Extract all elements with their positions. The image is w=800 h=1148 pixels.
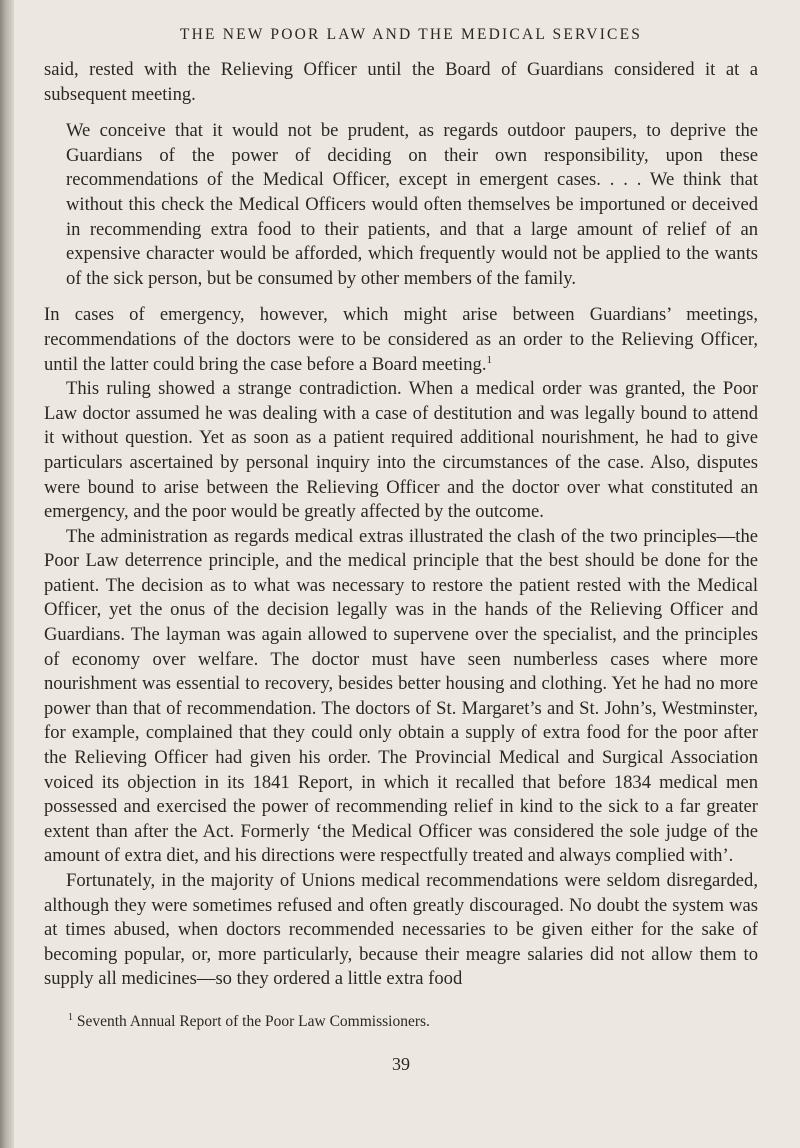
paragraph-1: said, rested with the Relieving Officer until the Board of Guardians considered it at a subsequent meeting. (44, 59, 758, 105)
paragraph-3: This ruling showed a strange contradiction. When a medical order was granted, the Poor Law doctor assumed he was dealing with a case of destitution and was legally bound to attend it without question. Yet as soon as a patient required additional nourishment, he had to give particulars ascertained by personal inquiry into the circumstances of the case. Also, disputes were bound to arise between the Relieving Officer and the doctor over what constituted an emergency, and the poor would be greatly affected by the outcome. (44, 378, 758, 523)
footnote-marker: 1 (68, 1011, 73, 1023)
running-head: THE NEW POOR LAW AND THE MEDICAL SERVICES (179, 26, 643, 43)
footnote (68, 1012, 758, 1032)
book-page (44, 26, 758, 1075)
paragraph-2-text: In cases of emergency, however, which might arise between Guardians’ meetings, recommendations of the doctors were to be considered as an order to the Relieving Officer, until the latter could bring the case before a Board meeting. (44, 304, 758, 375)
block-quote: We conceive that it would not be prudent, as regards outdoor paupers, to deprive the Guardians of the power of deciding on their own responsibility, upon these recommendations of the Medical Officer, except in emergent cases. . . . We think that without this check the Medical Officers would often themselves be importuned or deceived in recommending extra food to their patients, and that a large amount of relief of an expensive character would be afforded, which frequently would not be applied to the wants of the sick person, but be consumed by other members of the family. (66, 120, 758, 289)
footnote-text: Seventh Annual Report of the Poor Law Commissioners. (76, 1012, 430, 1030)
binding-edge (0, 0, 14, 1148)
page-number: 39 (392, 1053, 410, 1074)
paragraph-5: Fortunately, in the majority of Unions medical recommendations were seldom disregarded, although they were sometimes refused and often greatly discouraged. No doubt the system was at times abused, when doctors recommended necessaries to be given either for the sake of becoming popular, or, more particularly, because their meagre salaries did not allow them to supply all medicines—so they ordered a little extra food (44, 870, 758, 990)
paragraph-4: The administration as regards medical extras illustrated the clash of the two principles—the Poor Law deterrence principle, and the medical principle that the best should be done for the patient. The decision as to what was necessary to restore the patient rested with the Medical Officer, yet the onus of the decision legally was in the hands of the Relieving Officer and Guardians. The layman was again allowed to supervene over the specialist, and the principles of economy over welfare. The doctor must have seen numberless cases where more nourishment was essential to recovery, besides better housing and clothing. Yet he had no more power than that of recommendation. The doctors of St. Margaret’s and St. John’s, Westminster, for example, complained that they could only obtain a supply of extra food for the poor after the Relieving Officer had given his order. The Provincial Medical and Surgical Association voiced its objection in its 1841 Report, in which it recalled that before 1834 medical men possessed and exercised the power of recommending relief in kind to the sick to a far greater extent than after the Act. Formerly ‘the Medical Officer was considered the sole judge of the amount of extra diet, and his directions were respectfully treated and always complied with’. (44, 525, 758, 867)
paragraph-2 (44, 303, 758, 377)
footnote-ref: 1 (486, 353, 492, 366)
